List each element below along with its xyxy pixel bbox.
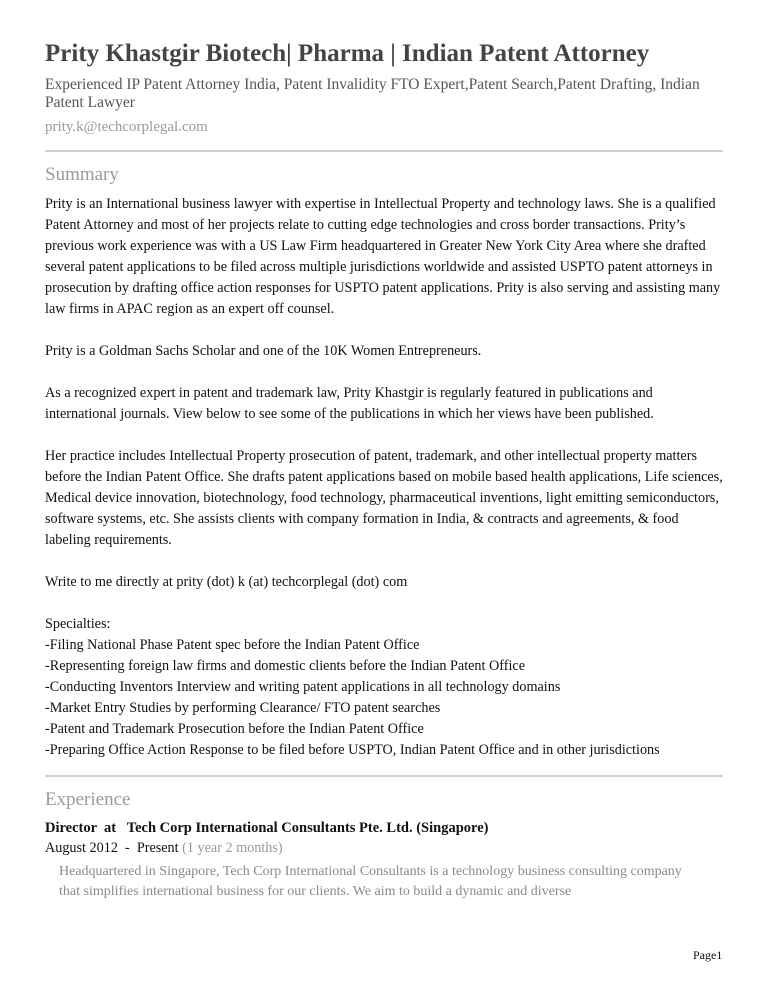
experience-heading: Experience xyxy=(45,789,131,810)
summary-paragraph: Prity is a Goldman Sachs Scholar and one of the 10K Women Entrepreneurs. xyxy=(45,343,482,359)
job-date-range: August 2012 - Present xyxy=(45,840,183,856)
specialties-list xyxy=(45,635,723,761)
job-dates xyxy=(45,840,283,857)
summary-divider xyxy=(45,775,723,777)
summary-body xyxy=(45,194,723,761)
job-title: Director at Tech Corp International Consultants Pte. Ltd. (Singapore) xyxy=(45,820,489,836)
header-divider xyxy=(45,150,723,152)
profile-email: prity.k@techcorplegal.com xyxy=(45,119,208,135)
job-description: Headquartered in Singapore, Tech Corp International Consultants is a technology business consulting company that simplifies international business for our clients. We aim to build a dynamic and diverse xyxy=(59,864,682,899)
specialties-heading: Specialties: xyxy=(45,616,111,632)
summary-heading: Summary xyxy=(45,164,119,185)
specialty-item: -Patent and Trademark Prosecution before the Indian Patent Office xyxy=(45,721,424,737)
specialty-item: -Market Entry Studies by performing Clearance/ FTO patent searches xyxy=(45,700,441,716)
specialty-item: -Representing foreign law firms and domestic clients before the Indian Patent Office xyxy=(45,658,525,674)
specialty-item: -Conducting Inventors Interview and writing patent applications in all technology domains xyxy=(45,679,561,695)
page-number: Page1 xyxy=(693,948,723,962)
summary-paragraph: As a recognized expert in patent and trademark law, Prity Khastgir is regularly featured in publications and international journals. View below to see some of the publications in which her views have been published. xyxy=(45,385,654,422)
profile-name: Prity Khastgir Biotech| Pharma | Indian Patent Attorney xyxy=(45,40,650,67)
summary-paragraph: Her practice includes Intellectual Property prosecution of patent, trademark, and other intellectual property matters before the Indian Patent Office. She drafts patent applications based on mobile based health applications, Life sciences, Medical device innovation, biotechnology, food technology, pharmaceutical inventions, light emitting semiconductors, software systems, etc. She assists clients with company formation in India, & contracts and agreements, & food labeling requirements. xyxy=(45,448,723,548)
specialty-item: -Filing National Phase Patent spec before the Indian Patent Office xyxy=(45,637,420,653)
summary-paragraph: Write to me directly at prity (dot) k (at) techcorplegal (dot) com xyxy=(45,574,408,590)
specialty-item: -Preparing Office Action Response to be filed before USPTO, Indian Patent Office and in other jurisdictions xyxy=(45,742,660,758)
summary-paragraph: Prity is an International business lawyer with expertise in Intellectual Property and technology laws. She is a qualified Patent Attorney and most of her projects relate to cutting edge technologies and cross border transactions. Prity’s previous work experience was with a US Law Firm headquartered in Greater New York City Area where she drafted several patent applications to be filed across multiple jurisdictions worldwide and assisted USPTO patent attorneys in prosecution by drafting office action responses for USPTO patent applications. Prity is also serving and assisting many law firms in APAC region as an expert off counsel. xyxy=(45,196,721,317)
profile-headline: Experienced IP Patent Attorney India, Patent Invalidity FTO Expert,Patent Search,Patent Drafting, Indian Patent Lawyer xyxy=(45,76,700,111)
job-duration: (1 year 2 months) xyxy=(182,840,283,856)
